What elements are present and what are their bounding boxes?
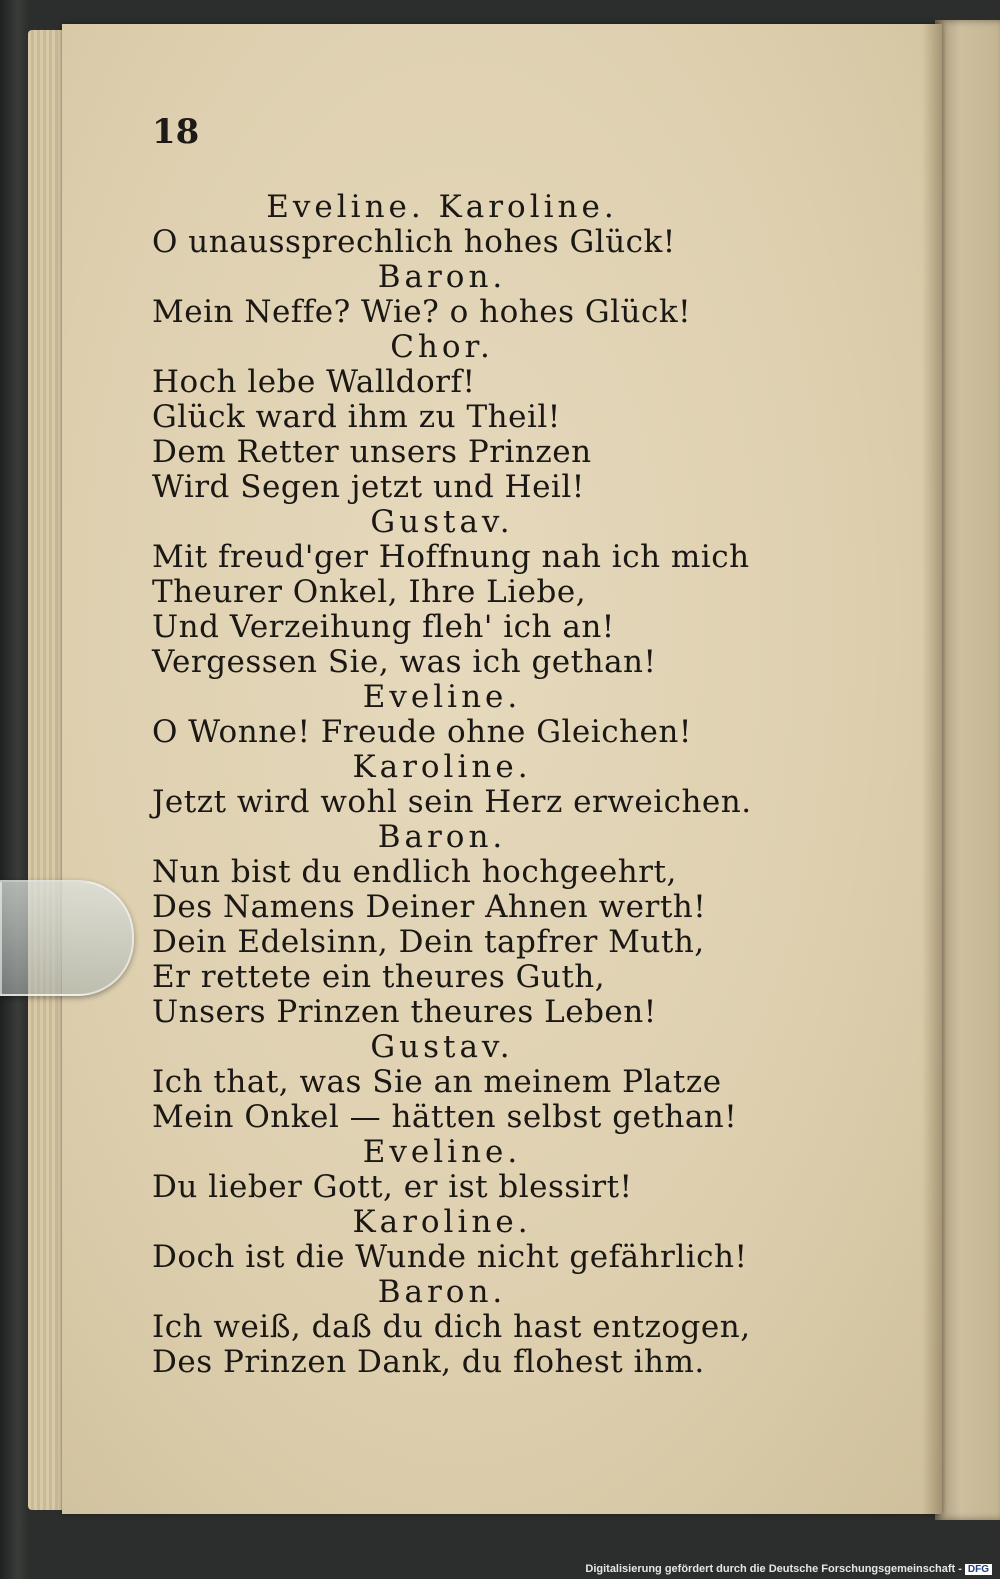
verse-line: Ich that, was Sie an meinem Platze: [152, 1064, 722, 1100]
page-gutter-shadow: [922, 24, 942, 1514]
speaker-name: Eveline. Karoline.: [266, 189, 618, 225]
speaker-name: Eveline.: [362, 1134, 522, 1170]
page-number: 18: [152, 112, 200, 152]
speaker-name: Chor.: [390, 329, 494, 365]
verse-line: Er rettete ein theures Guth,: [152, 959, 606, 995]
page-clip: [0, 880, 134, 996]
verse-line: Theurer Onkel, Ihre Liebe,: [152, 574, 587, 610]
book-spine: [0, 0, 30, 1579]
speaker-name: Eveline.: [362, 679, 522, 715]
digitization-credit: [585, 1563, 992, 1575]
verse-line: Glück ward ihm zu Theil!: [152, 399, 561, 435]
verse-line: Mit freud'ger Hoffnung nah ich mich: [152, 539, 750, 575]
verse-line: Unsers Prinzen theures Leben!: [152, 994, 657, 1030]
verse-line: O Wonne! Freude ohne Gleichen!: [152, 714, 692, 750]
verse-line: Des Namens Deiner Ahnen werth!: [152, 889, 707, 925]
speaker-name: Gustav.: [370, 504, 514, 540]
verse-line: Des Prinzen Dank, du flohest ihm.: [152, 1344, 705, 1380]
verse-line: Doch ist die Wunde nicht gefährlich!: [152, 1239, 748, 1275]
text-body: [152, 189, 752, 1380]
verse-line: Jetzt wird wohl sein Herz erweichen.: [152, 784, 752, 820]
speaker-name: Karoline.: [352, 1204, 532, 1240]
verse-line: Hoch lebe Walldorf!: [152, 364, 476, 400]
verse-line: Vergessen Sie, was ich gethan!: [152, 644, 657, 680]
verse-line: Dein Edelsinn, Dein tapfrer Muth,: [152, 924, 705, 960]
speaker-name: Baron.: [377, 259, 507, 295]
speaker-name: Baron.: [377, 1274, 507, 1310]
speaker-name: Baron.: [377, 819, 507, 855]
verse-line: Und Verzeihung fleh' ich an!: [152, 609, 615, 645]
verse-line: Du lieber Gott, er ist blessirt!: [152, 1169, 633, 1205]
speaker-name: Karoline.: [352, 749, 532, 785]
verse-line: Mein Neffe? Wie? o hohes Glück!: [152, 294, 692, 330]
credit-text: Digitalisierung gefördert durch die Deutsche Forschungsgemeinschaft -: [585, 1563, 962, 1575]
verse-line: Ich weiß, daß du dich hast entzogen,: [152, 1309, 751, 1345]
verse-line: Dem Retter unsers Prinzen: [152, 434, 592, 470]
speaker-name: Gustav.: [370, 1029, 514, 1065]
verse-line: O unaussprechlich hohes Glück!: [152, 224, 676, 260]
verse-line: Mein Onkel — hätten selbst gethan!: [152, 1099, 738, 1135]
verse-line: Wird Segen jetzt und Heil!: [152, 469, 585, 505]
verse-line: Nun bist du endlich hochgeehrt,: [152, 854, 677, 890]
adjacent-page-edge: [935, 20, 1000, 1520]
dfg-logo: DFG: [965, 1564, 992, 1575]
